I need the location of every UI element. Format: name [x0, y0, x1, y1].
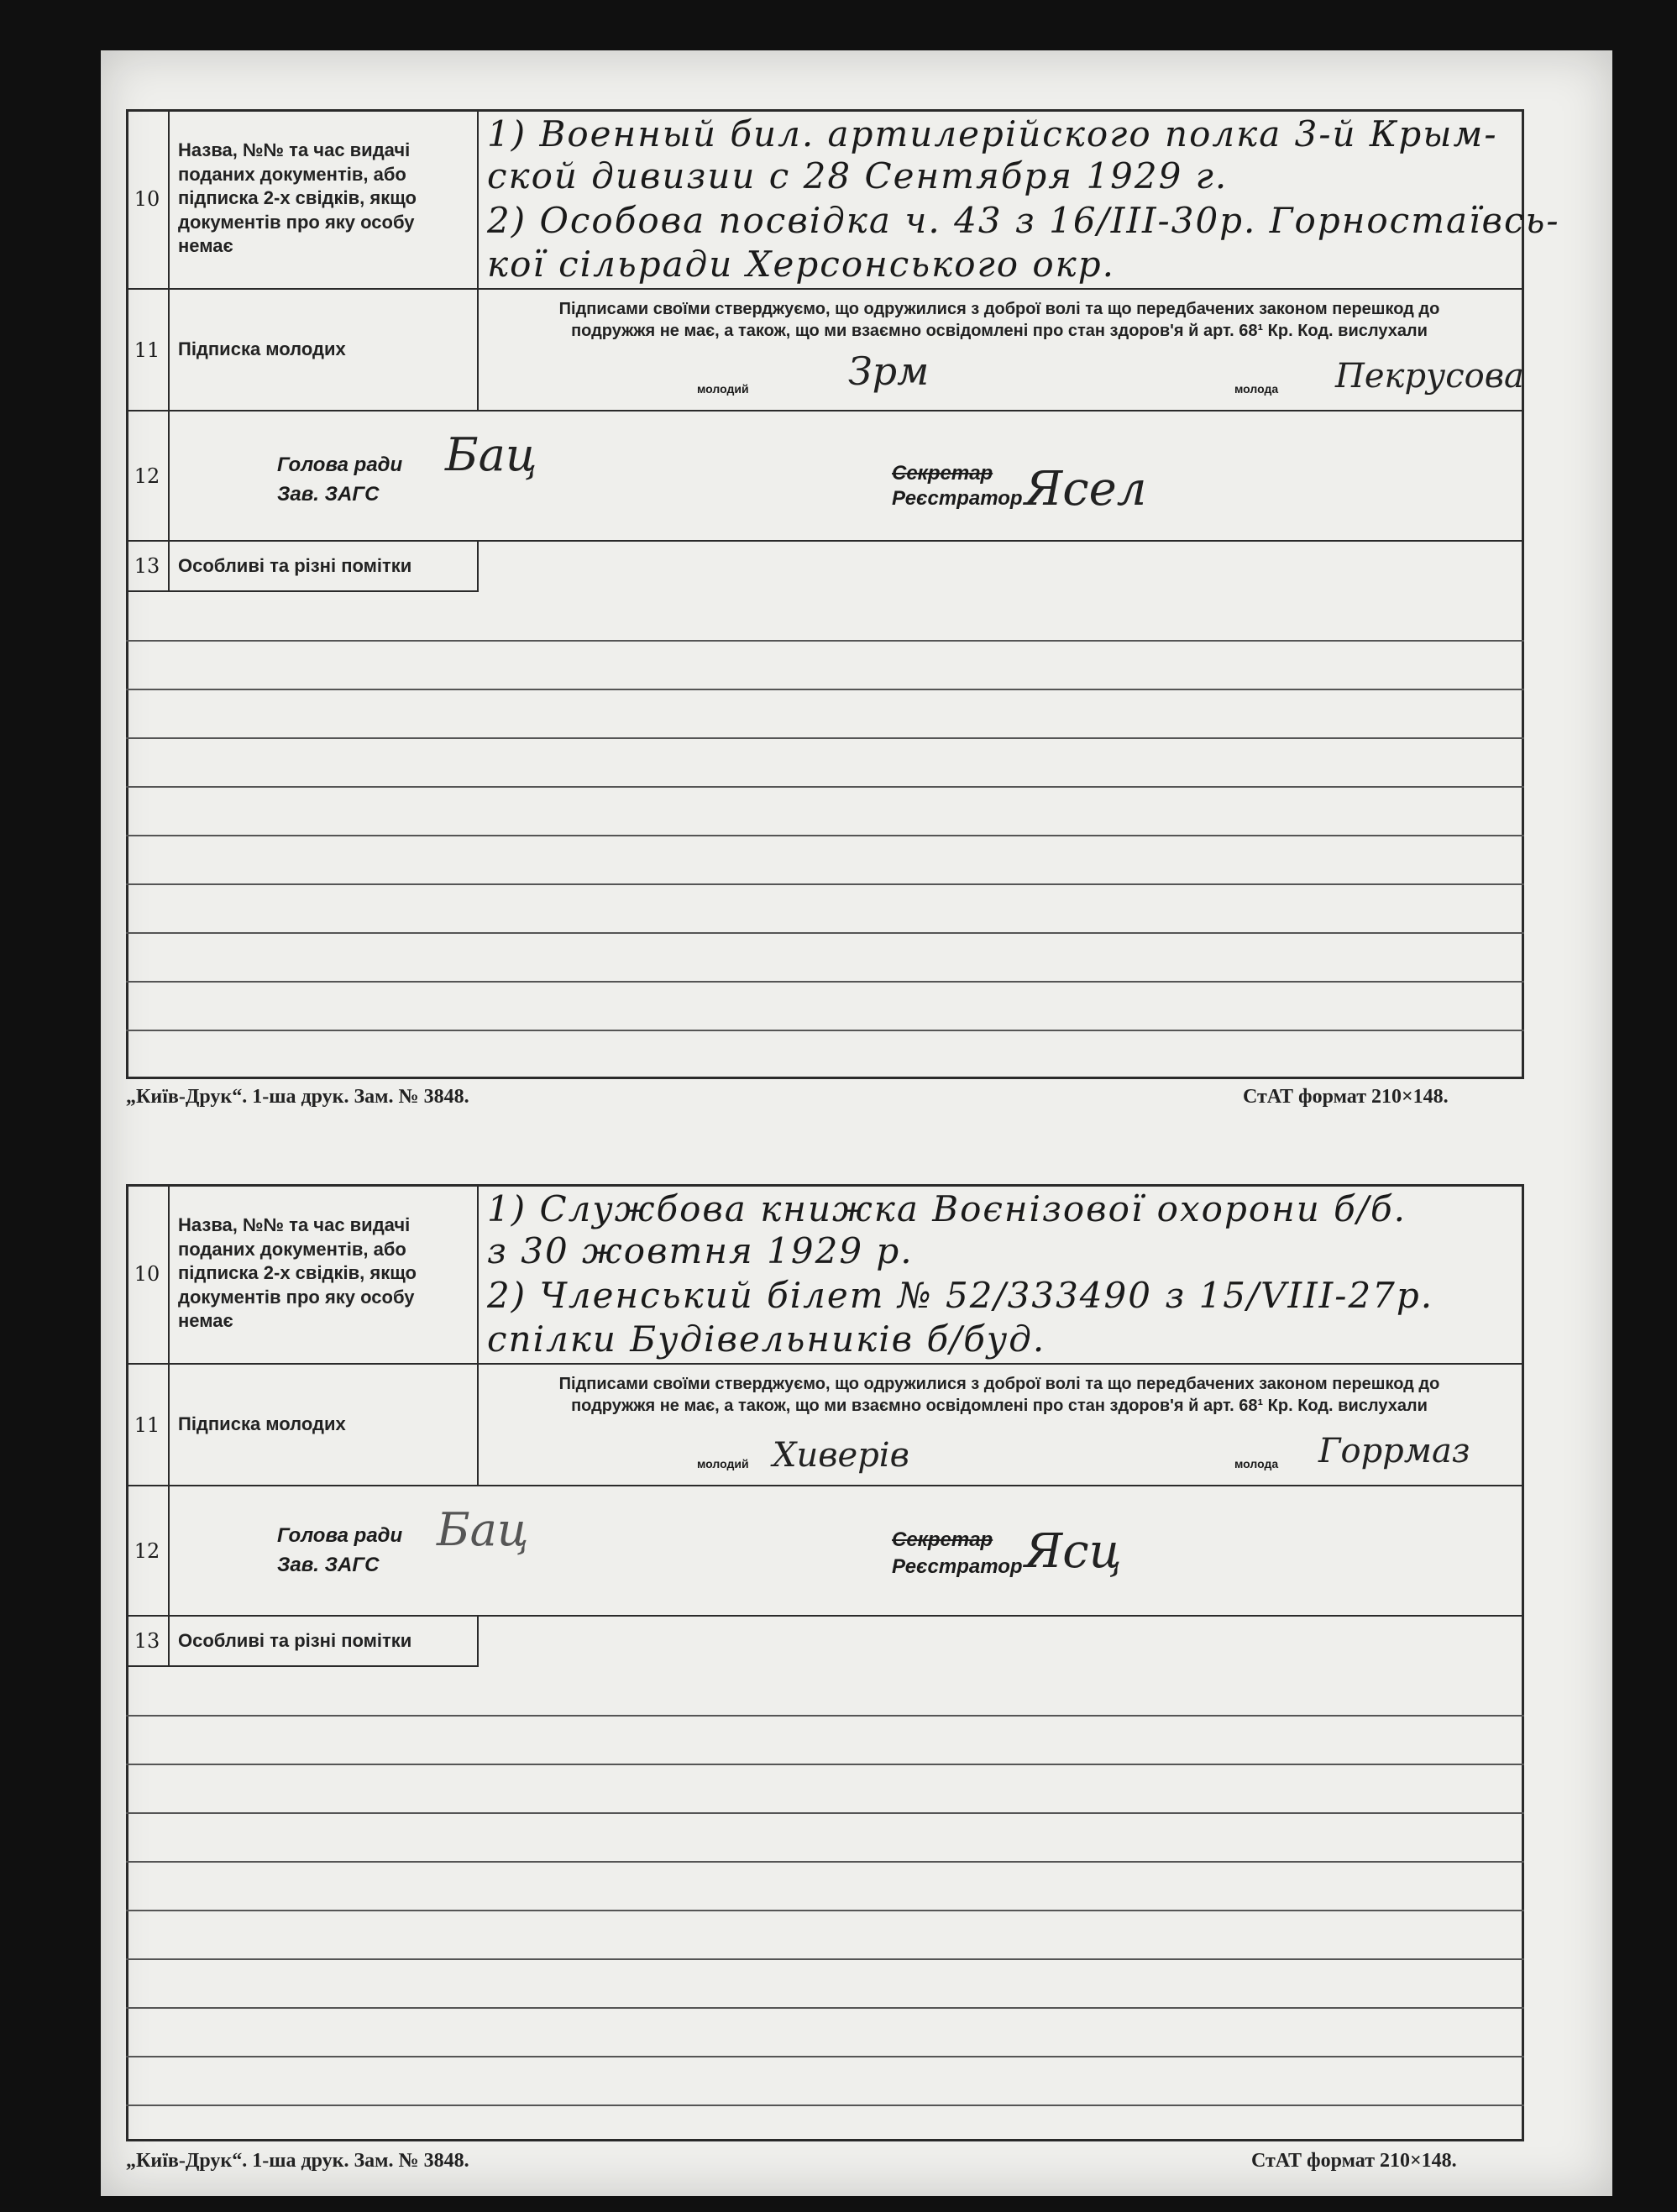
handwritten-line: з 30 жовтня 1929 р.	[487, 1230, 914, 1271]
row-10	[126, 1184, 1524, 1365]
signatures-value	[479, 1365, 1524, 1485]
record-form-1	[126, 109, 1560, 1100]
row-label: Назва, №№ та час видачі поданих документів, або підписка 2-х свідків, якщо документів про яку особу немає	[168, 1184, 479, 1363]
registrar-label: Реєстратор	[892, 487, 1023, 510]
ruled-line	[126, 883, 1524, 885]
ruled-line	[126, 981, 1524, 983]
registrar-signature: Ясел	[1025, 462, 1147, 516]
printer-footer: „Київ-Друк“. 1-ша друк. Зам. № 3848.	[126, 2150, 469, 2172]
ruled-line	[126, 1715, 1524, 1717]
row-label: Особливі та різні помітки	[178, 554, 412, 576]
bride-label: молода	[1234, 382, 1279, 396]
row-10	[126, 109, 1560, 290]
ruled-line	[126, 2105, 1524, 2106]
ruled-line	[126, 1764, 1524, 1765]
groom-label: молодий	[697, 1457, 749, 1470]
zags-label: Зав. ЗАГС	[277, 483, 380, 506]
handwritten-line: 1) Военный бил. артилерійского полка 3-й Крым-	[487, 113, 1498, 155]
secretary-label: Секретар	[892, 462, 993, 485]
ruled-line	[126, 786, 1524, 788]
ruled-line	[126, 2007, 1524, 2009]
printer-footer: „Київ-Друк“. 1-ша друк. Зам. № 3848.	[126, 1086, 469, 1108]
secretary-label: Секретар	[892, 1528, 993, 1551]
documents-value	[479, 109, 1560, 288]
handwritten-line: ской дивизии с 28 Сентября 1929 г.	[487, 155, 1229, 197]
row-number: 12	[126, 1486, 170, 1615]
zags-label: Зав. ЗАГС	[277, 1554, 380, 1576]
ruled-line	[126, 640, 1524, 642]
row-11	[126, 290, 1524, 411]
handwritten-line: 2) Особова посвідка ч. 43 з 16/III-30р. Горностаївсь-	[487, 200, 1560, 241]
documents-value	[479, 1184, 1524, 1363]
ruled-line	[126, 1812, 1524, 1814]
head-label: Голова ради	[277, 1524, 403, 1547]
registrar-label: Реєстратор	[892, 1555, 1023, 1578]
ruled-line	[126, 2056, 1524, 2057]
ruled-line	[126, 689, 1524, 690]
registrar-signature: Ясц	[1025, 1524, 1122, 1579]
handwritten-line: спілки Будівельників б/буд.	[487, 1318, 1046, 1360]
row-number: 11	[126, 1365, 170, 1485]
signatures-value	[479, 290, 1524, 410]
ruled-line	[126, 1910, 1524, 1911]
groom-signature: Хиверів	[773, 1436, 909, 1475]
row-12	[126, 1486, 1524, 1617]
row-number: 12	[126, 411, 170, 540]
ruled-line	[126, 1030, 1524, 1031]
handwritten-line: кої сільради Херсонського окр.	[487, 244, 1115, 285]
ruled-line	[126, 737, 1524, 739]
head-signature: Бац	[445, 428, 537, 481]
head-signature: Бац	[437, 1503, 529, 1556]
row-number: 10	[126, 1184, 170, 1363]
row-label: Назва, №№ та час видачі поданих документів, або підписка 2-х свідків, якщо документів про яку особу немає	[168, 109, 479, 288]
row-13	[126, 542, 479, 592]
row-number: 10	[126, 109, 170, 288]
format-footer: СтАТ формат 210×148.	[1251, 2150, 1457, 2172]
head-label: Голова ради	[277, 453, 403, 476]
row-number: 11	[126, 290, 170, 410]
row-13	[126, 1617, 479, 1667]
row-label: Підписка молодих	[168, 1365, 479, 1485]
declaration-text: Підписами своїми стверджуємо, що одружилися з доброї волі та що передбачених законом перешкод до подружжя не має, а також, що ми взаємно освідомлені про стан здоров'я й арт. 68¹ Кр. Код. вислухали	[558, 300, 1440, 340]
row-number: 13	[126, 1617, 170, 1665]
groom-signature: Зрм	[848, 349, 930, 394]
groom-label: молодий	[697, 382, 749, 396]
row-number: 13	[126, 542, 170, 590]
bride-signature: Горрмаз	[1318, 1432, 1470, 1470]
handwritten-line: 2) Членський білет № 52/333490 з 15/VIII-27р.	[487, 1275, 1434, 1316]
ruled-line	[126, 932, 1524, 934]
row-11	[126, 1365, 1524, 1486]
row-label: Особливі та різні помітки	[178, 1629, 412, 1651]
handwritten-line: 1) Службова книжка Воєнізової охорони б/б.	[487, 1188, 1407, 1229]
ruled-line	[126, 835, 1524, 836]
ruled-line	[126, 1861, 1524, 1863]
row-12	[126, 411, 1524, 542]
record-form-2	[126, 1184, 1524, 2158]
format-footer: СтАТ формат 210×148.	[1243, 1086, 1449, 1108]
ruled-line	[126, 1958, 1524, 1960]
declaration-text: Підписами своїми стверджуємо, що одружилися з доброї волі та що передбачених законом перешкод до подружжя не має, а також, що ми взаємно освідомлені про стан здоров'я й арт. 68¹ Кр. Код. вислухали	[558, 1375, 1440, 1415]
bride-signature: Пекрусова	[1335, 357, 1524, 396]
row-label: Підписка молодих	[168, 290, 479, 410]
bride-label: молода	[1234, 1457, 1279, 1470]
